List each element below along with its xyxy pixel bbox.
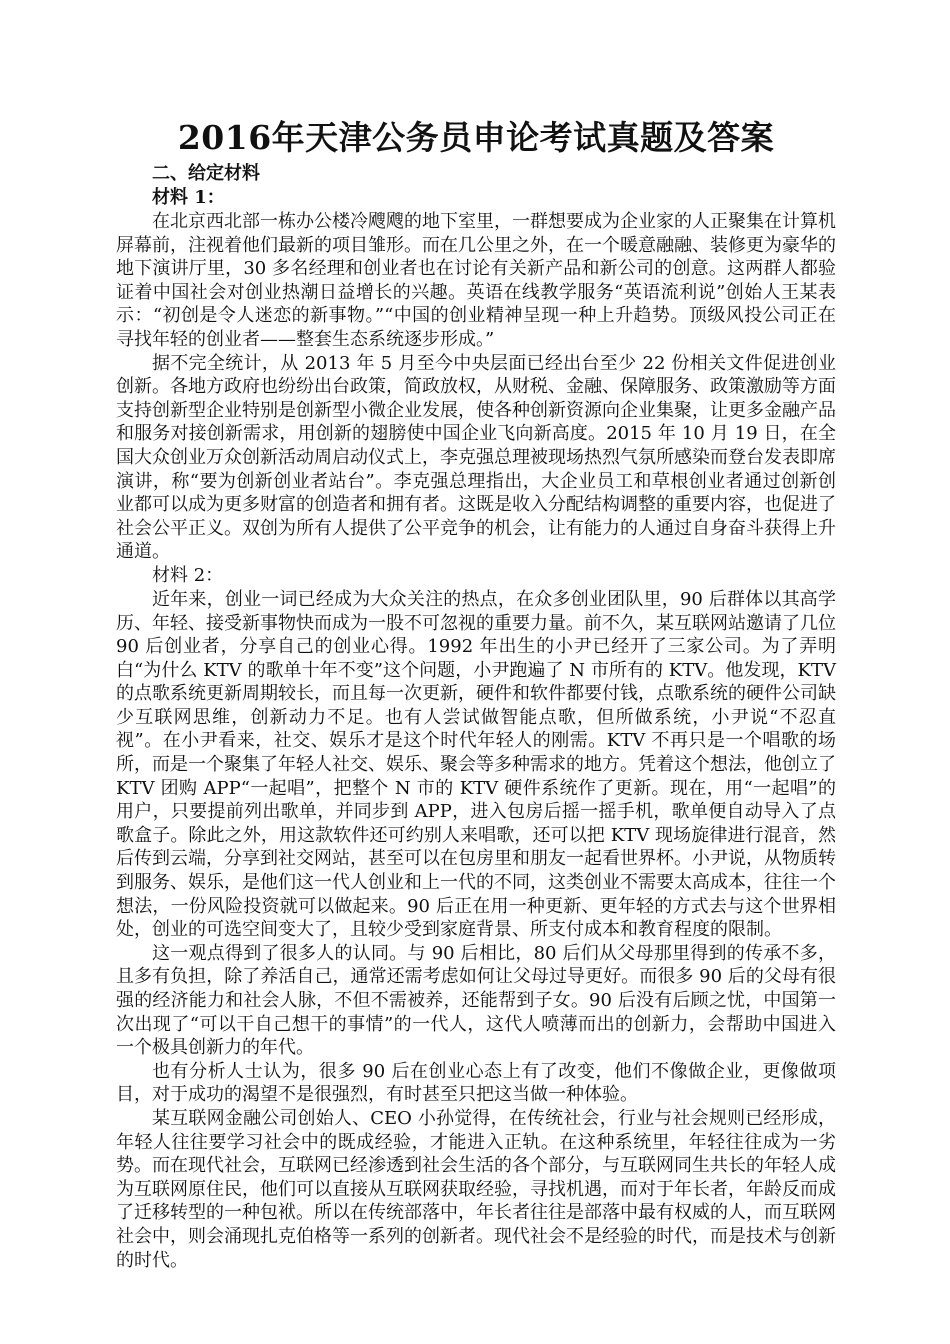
section-heading: 二、给定材料 [152,163,260,184]
material-2-label: 材料 2： [152,564,224,586]
material-2-paragraph-1: 近年来，创业一词已经成为大众关注的热点，在众多创业团队里，90 后群体以其高学历、年轻、接受新事物快而成为一股不可忽视的重要力量。前不久，某互联网站邀请了几位 90 后创业者，分享自己的创业心得。1992 年出生的小尹已经开了三家公司。为了弄明白“为什么 KTV 的歌单十年不变”这个问题，小尹跑遍了 N 市所有的 KTV。他发现，KTV 的点歌系统更新周期较长，而且每一次更新，硬件和软件都要付钱，点歌系统的硬件公司缺少互联网思维，创新动力不足。也有人尝试做智能点歌，但所做系统，小尹说“不忍直视”。在小尹看来，社交、娱乐才是这个时代年轻人的刚需。KTV 不再只是一个唱歌的场所，而是一个聚集了年轻人社交、娱乐、聚会等多种需求的地方。凭着这个想法，他创立了 KTV 团购 APP“一起唱”，把整个 N 市的 KTV 硬件系统作了更新。现在，用“一起唱”的用户，只要提前列出歌单，并同步到 APP，进入包房后摇一摇手机，歌单便自动导入了点歌盒子。除此之外，用这款软件还可约别人来唱歌，还可以把 KTV 现场旋律进行混音，然后传到云端，分享到社交网站，甚至可以在包房里和朋友一起看世界杯。小尹说，从物质转到服务、娱乐，是他们这一代人创业和上一代的不同，这类创业不需要太高成本，往往一个想法，一份风险投资就可以做起来。90 后正在用一种更新、更年轻的方式去与这个世界相处，创业的可选空间变大了，且较少受到家庭背景、所支付成本和教育程度的限制。 [116,588,836,941]
material-2-paragraph-3: 也有分析人士认为，很多 90 后在创业心态上有了改变，他们不像做企业，更像做项目，对于成功的渴望不是很强烈，有时甚至只把这当做一种体验。 [116,1060,836,1106]
material-1-label: 材料 1： [152,187,225,208]
material-1-paragraph-2: 据不完全统计，从 2013 年 5 月至今中央层面已经出台至少 22 份相关文件促进创业创新。各地方政府也纷纷出台政策，简政放权，从财税、金融、保障服务、政策激励等方面支持创新型企业特别是创新型小微企业发展，使各种创新资源向企业集聚，让更多金融产品和服务对接创新需求，用创新的翅膀使中国企业飞向新高度。2015 年 10 月 19 日，在全国大众创业万众创新活动周启动仪式上，李克强总理被现场热烈气氛所感染而登台发表即席演讲，称“要为创新创业者站台”。李克强总理指出，大企业员工和草根创业者通过创新创业都可以成为更多财富的创造者和拥有者。这既是收入分配结构调整的重要内容，也促进了社会公平正义。双创为所有人提供了公平竞争的机会，让有能力的人通过自身奋斗获得上升通道。 [116,352,836,563]
material-2-paragraph-4: 某互联网金融公司创始人、CEO 小孙觉得，在传统社会，行业与社会规则已经形成，年轻人往往要学习社会中的既成经验，才能进入正轨。在这种系统里，年轻往往成为一劣势。而在现代社会，互联网已经渗透到社会生活的各个部分，与互联网同生共长的年轻人成为互联网原住民，他们可以直接从互联网获取经验，寻找机遇，而对于年长者，年龄反而成了迁移转型的一种包袱。所以在传统部落中，年长者往往是部落中最有权威的人，而互联网社会中，则会涌现扎克伯格等一系列的创新者。现代社会不是经验的时代，而是技术与创新的时代。 [116,1107,836,1271]
material-2-paragraph-2: 这一观点得到了很多人的认同。与 90 后相比，80 后们从父母那里得到的传承不多，且多有负担，除了养活自己，通常还需考虑如何让父母过导更好。而很多 90 后的父母有很强的经济能力和社会人脉，不但不需被养，还能帮到子女。90 后没有后顾之忧，中国第一次出现了“可以干自己想干的事情”的一代人，这代人喷薄而出的创新力，会帮助中国进入一个极具创新力的年代。 [116,942,836,1059]
material-1-paragraph-1: 在北京西北部一栋办公楼冷飕飕的地下室里，一群想要成为企业家的人正聚集在计算机屏幕前，注视着他们最新的项目雏形。而在几公里之外，在一个暖意融融、装修更为豪华的地下演讲厅里，30 多名经理和创业者也在讨论有关新产品和新公司的创意。这两群人都验证着中国社会对创业热潮日益增长的兴趣。英语在线教学服务“英语流利说”创始人王某表示：“初创是令人迷恋的新事物。”“中国的创业精神呈现一种上升趋势。顶级风投公司正在寻找年轻的创业者——整套生态系统逐步形成。” [116,211,836,350]
document-page [116,116,836,1272]
document-title: 2016年天津公务员申论考试真题及答案 [177,118,775,157]
